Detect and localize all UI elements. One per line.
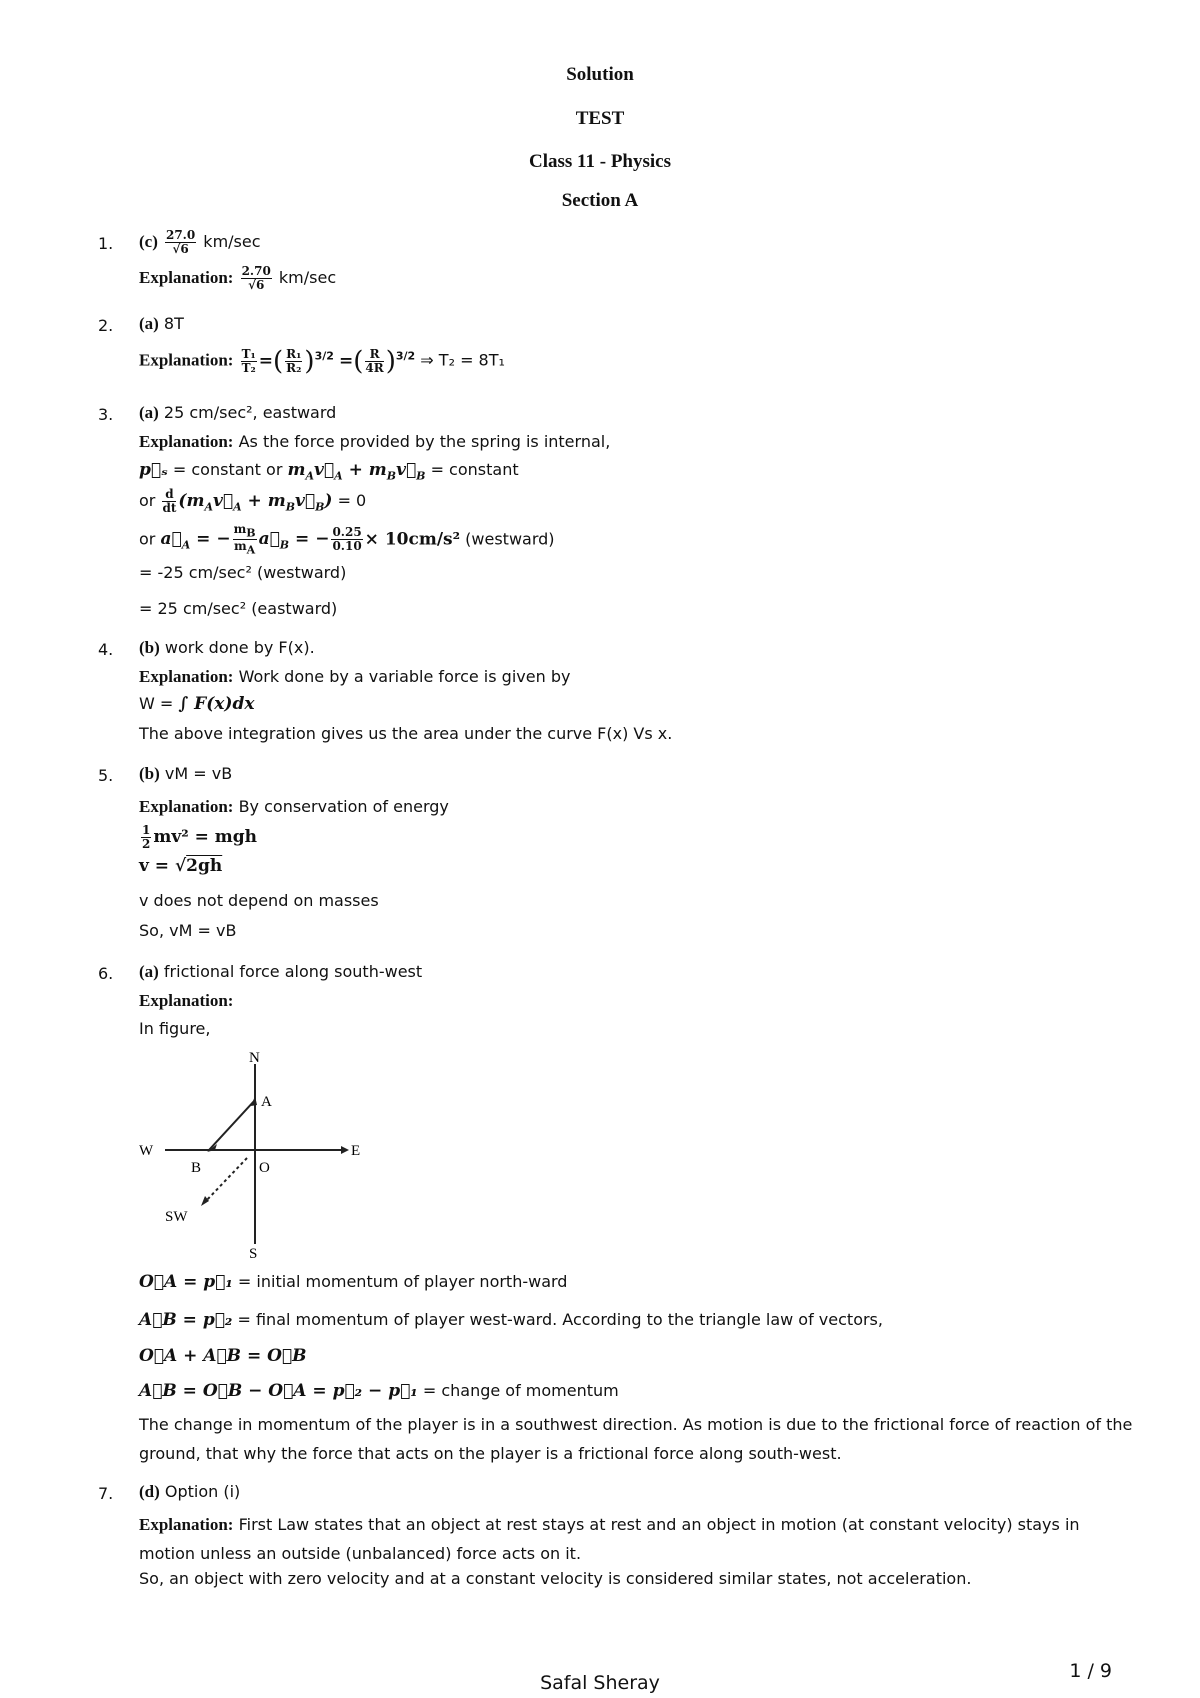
answer-text: 25 cm/sec², eastward [163, 403, 337, 422]
explanation-label: Explanation: [139, 797, 234, 816]
doc-title: Solution [566, 64, 634, 85]
text-line: In figure, [139, 1019, 211, 1038]
section-title: Section A [561, 190, 639, 211]
class-title: Class 11 - Physics [529, 151, 671, 172]
question-number: 4. [98, 640, 114, 659]
explanation-label: Explanation: [139, 268, 234, 287]
answer-line [139, 229, 261, 256]
answer-line [139, 638, 315, 658]
explanation-result: ⇒ T₂ = 8T₁ [420, 350, 505, 370]
question-number: 2. [98, 316, 114, 335]
test-title: TEST [575, 108, 625, 129]
answer-line [139, 403, 336, 423]
text-line: The above integration gives us the area under the curve F(x) Vs x. [139, 724, 673, 743]
question-number: 6. [98, 964, 114, 983]
answer-text: vM = vB [164, 764, 233, 783]
answer-line [139, 314, 184, 334]
formula-line: O⃗A = p⃗₁ = initial momentum of player north-ward [139, 1272, 568, 1292]
answer-line [139, 1482, 240, 1502]
explanation-line [139, 1510, 1139, 1568]
explanation-line [139, 797, 449, 817]
label-b: B [191, 1160, 202, 1176]
formula-line: p⃗ₛ = constant or $m_Av⃗_A$ + $m_Bv⃗_B$ = constant [139, 460, 519, 483]
text-line: So, vM = vB [139, 921, 237, 940]
explanation-line [139, 265, 336, 292]
momentum-diagram [135, 1044, 375, 1264]
question-number: 3. [98, 405, 114, 424]
explanation-unit: km/sec [278, 268, 337, 287]
option-label: (b) [139, 638, 160, 657]
formula-line: $\frac{1}{2}$ mv² = mgh [142, 823, 257, 851]
answer-fraction: $\frac{27.0}{√6}$ [165, 228, 196, 256]
answer-text: work done by F(x). [164, 638, 315, 657]
formula-line: O⃗A + A⃗B = O⃗B [139, 1346, 307, 1366]
explanation-label: Explanation: [139, 667, 234, 686]
answer-text: Option (i) [164, 1482, 241, 1501]
question-number: 1. [98, 234, 114, 253]
label-sw: SW [165, 1209, 188, 1225]
option-label: (b) [139, 764, 160, 783]
formula-line: = -25 cm/sec² (westward) [139, 563, 347, 582]
answer-line [139, 764, 232, 784]
question-number: 7. [98, 1484, 114, 1503]
explanation-text: First Law states that an object at rest stays at rest and an object in motion (at constant velocity) stays in motion unless an outside (unbalanced) force acts on it. [139, 1515, 1080, 1563]
label-n: N [249, 1050, 260, 1066]
kepler-formula: $\frac{\text{T₁}}{\text{T₂}}$ =( $\frac{\text{R₁}}{\text{R₂}}$ )$^{3/2}$ =( $\frac{R}{4R}$ )$^{3/2}$ [241, 346, 416, 376]
label-e: E [351, 1143, 361, 1159]
formula-line: = 25 cm/sec² (eastward) [139, 599, 338, 618]
explanation-text: As the force provided by the spring is internal, [238, 432, 611, 451]
text-line: v does not depend on masses [139, 891, 379, 910]
explanation-label: Explanation: [139, 991, 234, 1010]
formula-line: A⃗B = p⃗₂ = final momentum of player west-ward. According to the triangle law of vectors, [139, 1310, 883, 1330]
answer-text: 8T [163, 314, 184, 333]
page-number: 1 / 9 [1069, 1660, 1112, 1682]
formula-line: or $a⃗_A$ = − $\frac{m_B}{m_A}$ $a⃗_B$ = − $\frac{0.25}{0.10}$ × 10cm/s² (westward) [139, 522, 555, 557]
explanation-line [139, 667, 570, 687]
option-label: (a) [139, 403, 159, 422]
explanation-fraction: $\frac{2.70}{√6}$ [241, 264, 271, 292]
explanation-line [139, 991, 233, 1011]
explanation-label: Explanation: [139, 432, 234, 451]
formula-line: A⃗B = O⃗B − O⃗A = p⃗₂ − p⃗₁ = change of momentum [139, 1381, 619, 1401]
formula-line: or $\frac{d}{dt}$ ($m_Av⃗_A$ + $m_Bv⃗_B) = 0$ [139, 487, 367, 515]
explanation-label: Explanation: [139, 350, 234, 370]
formula-line: v = √2gh [139, 856, 223, 876]
formula-line: W = ∫ F(x)dx [139, 694, 255, 714]
answer-unit: km/sec [203, 232, 261, 251]
option-label: (a) [139, 962, 159, 981]
answer-line [139, 962, 422, 982]
footer-author: Safal Sheray [540, 1672, 660, 1694]
option-label: (a) [139, 314, 159, 333]
text-paragraph: The change in momentum of the player is in a southwest direction. As motion is due to the frictional force of reaction of the ground, that why the force that acts on the player is a frictional force along south-west. [139, 1415, 1133, 1463]
answer-text: frictional force along south-west [163, 962, 423, 981]
text-line: So, an object with zero velocity and at a constant velocity is considered similar states, not acceleration. [139, 1569, 972, 1588]
explanation-line [139, 432, 610, 452]
option-label: (d) [139, 1482, 160, 1501]
label-a: A [261, 1094, 272, 1110]
explanation-label: Explanation: [139, 1515, 234, 1534]
explanation-line [139, 346, 505, 376]
explanation-text: By conservation of energy [238, 797, 449, 816]
option-label: (c) [139, 232, 158, 251]
label-w: W [139, 1143, 154, 1159]
explanation-text: Work done by a variable force is given by [238, 667, 571, 686]
label-s: S [249, 1246, 258, 1262]
label-o: O [259, 1160, 270, 1176]
question-number: 5. [98, 766, 114, 785]
